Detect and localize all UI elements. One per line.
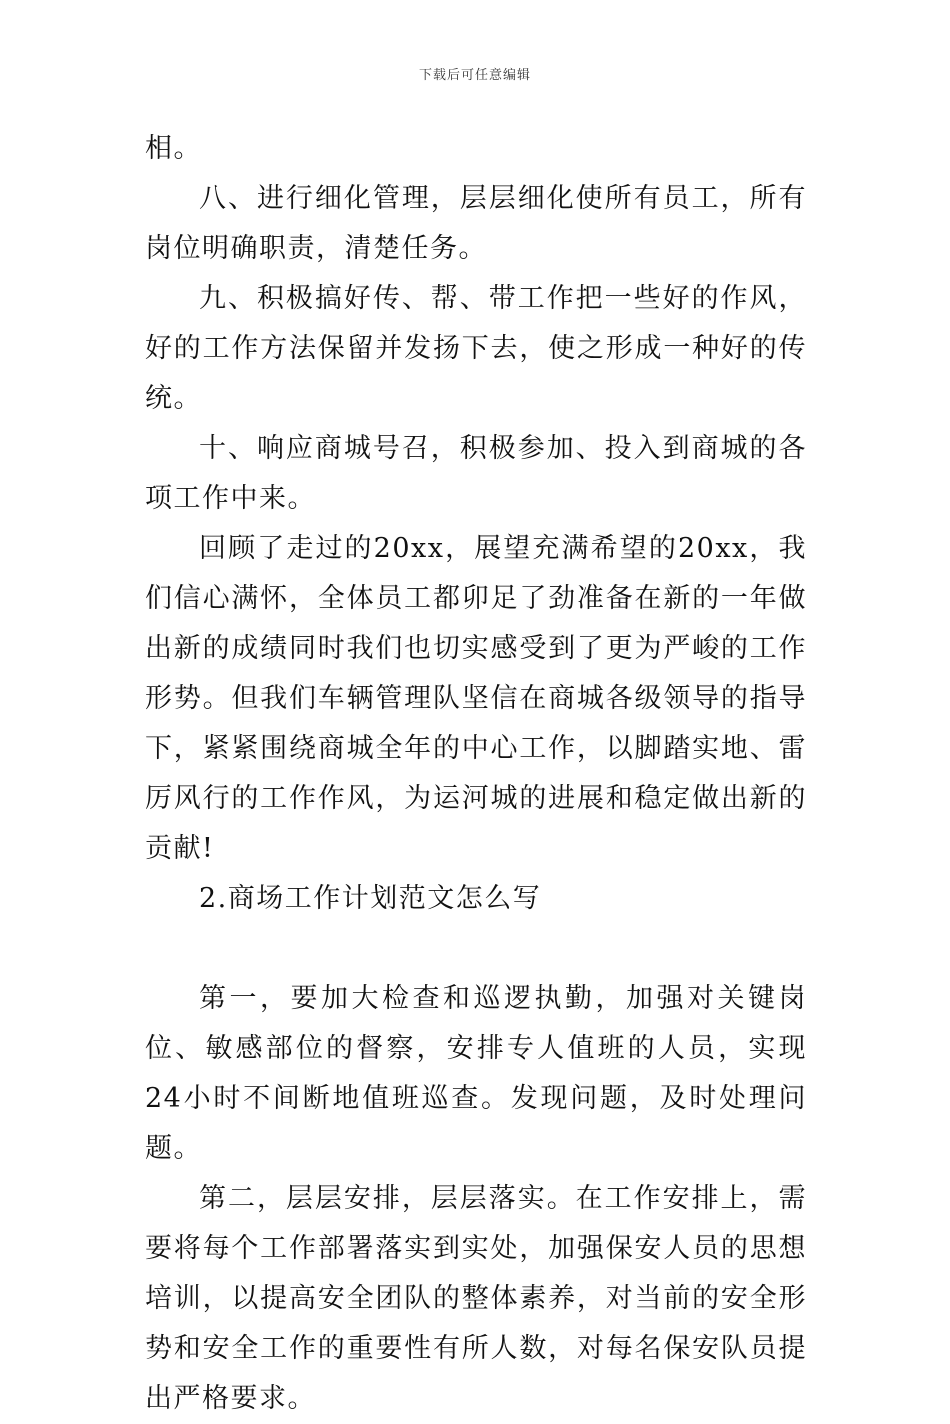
- section-heading: 2.商场工作计划范文怎么写: [199, 883, 542, 914]
- paragraph-continuation: 相。: [145, 133, 202, 164]
- paragraph-review: 回顾了走过的20xx，展望充满希望的20xx，我们信心满怀，全体员工都卯足了劲准备在新的一年做出新的成绩同时我们也切实感受到了更为严峻的工作形势。但我们车辆管理队坚信在商城各级领导的指导下，紧紧围绕商城全年的中心工作，以脚踏实地、雷厉风行的工作作风，为运河城的进展和稳定做出新的贡献!: [145, 533, 807, 864]
- page-header: 下载后可任意编辑: [418, 68, 531, 83]
- paragraph-item-8: 八、进行细化管理，层层细化使所有员工，所有岗位明确职责，清楚任务。: [145, 183, 807, 264]
- paragraph-item-9: 九、积极搞好传、帮、带工作把一些好的作风，好的工作方法保留并发扬下去，使之形成一种好的传统。: [145, 283, 807, 414]
- paragraph-first: 第一，要加大检查和巡逻执勤，加强对关键岗位、敏感部位的督察，安排专人值班的人员，实现24小时不间断地值班巡查。发现问题，及时处理问题。: [145, 983, 807, 1164]
- paragraph-second: 第二，层层安排，层层落实。在工作安排上，需要将每个工作部署落实到实处，加强保安人员的思想培训，以提高安全团队的整体素养，对当前的安全形势和安全工作的重要性有所人数，对每名保安队员提出严格要求。: [145, 1183, 807, 1414]
- blank-line: [145, 924, 807, 974]
- paragraph-item-10: 十、响应商城号召，积极参加、投入到商城的各项工作中来。: [145, 433, 807, 514]
- document-body: [145, 124, 807, 1424]
